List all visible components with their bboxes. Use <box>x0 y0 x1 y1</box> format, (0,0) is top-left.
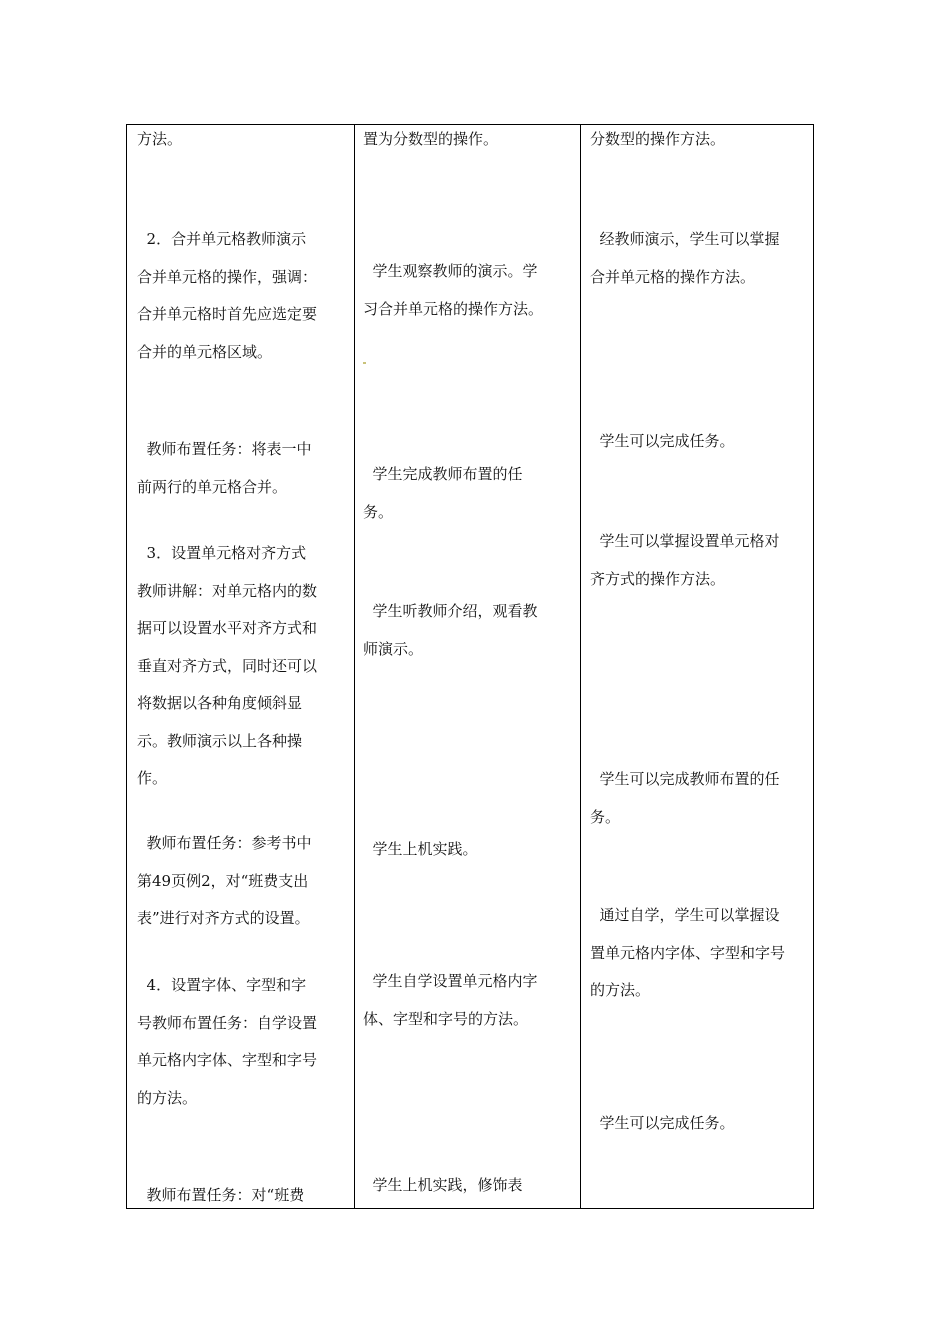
teacher-activity: 教师布置任务：对“班费 <box>137 1186 305 1204</box>
teacher-activity: 方法。 <box>137 130 183 148</box>
design-intent: 通过自学，学生可以掌握设 置单元格内字体、字型和字号 的方法。 <box>590 906 786 999</box>
design-intent: 分数型的操作方法。 <box>590 130 726 148</box>
teacher-activity: 2．合并单元格教师演示 合并单元格的操作，强调： 合并单元格时首先应选定要 合并的单元格区域。 <box>137 230 318 361</box>
stray-mark <box>363 362 366 364</box>
design-intent: 学生可以完成教师布置的任 务。 <box>590 770 780 826</box>
teacher-activity: 教师布置任务：参考书中 第49页例2，对“班费支出 表”进行对齐方式的设置。 <box>137 834 312 927</box>
student-activity: 学生自学设置单元格内字 体、字型和字号的方法。 <box>363 972 538 1028</box>
teacher-activity: 教师布置任务：将表一中 前两行的单元格合并。 <box>137 440 312 496</box>
student-activity: 学生上机实践，修饰表 <box>363 1176 523 1194</box>
student-activity: 学生上机实践。 <box>363 840 478 858</box>
student-activity: 置为分数型的操作。 <box>363 130 499 148</box>
teacher-activity: 4．设置字体、字型和字 号教师布置任务：自学设置 单元格内字体、字型和字号 的方法。 <box>137 976 318 1107</box>
student-activity: 学生完成教师布置的任 务。 <box>363 465 523 521</box>
teacher-activity: 3．设置单元格对齐方式 教师讲解：对单元格内的数 据可以设置水平对齐方式和 垂直对齐方式，同时还可以 将数据以各种角度倾斜显 示。教师演示以上各种操 作。 <box>137 544 318 787</box>
design-intent: 学生可以完成任务。 <box>590 432 735 450</box>
design-intent: 学生可以完成任务。 <box>590 1114 735 1132</box>
column-divider <box>354 125 355 1208</box>
design-intent: 学生可以掌握设置单元格对 齐方式的操作方法。 <box>590 532 780 588</box>
column-divider <box>580 125 581 1208</box>
lesson-table <box>126 124 814 1209</box>
student-activity: 学生观察教师的演示。学 习合并单元格的操作方法。 <box>363 262 544 318</box>
student-activity: 学生听教师介绍，观看教 师演示。 <box>363 602 538 658</box>
design-intent: 经教师演示，学生可以掌握 合并单元格的操作方法。 <box>590 230 780 286</box>
